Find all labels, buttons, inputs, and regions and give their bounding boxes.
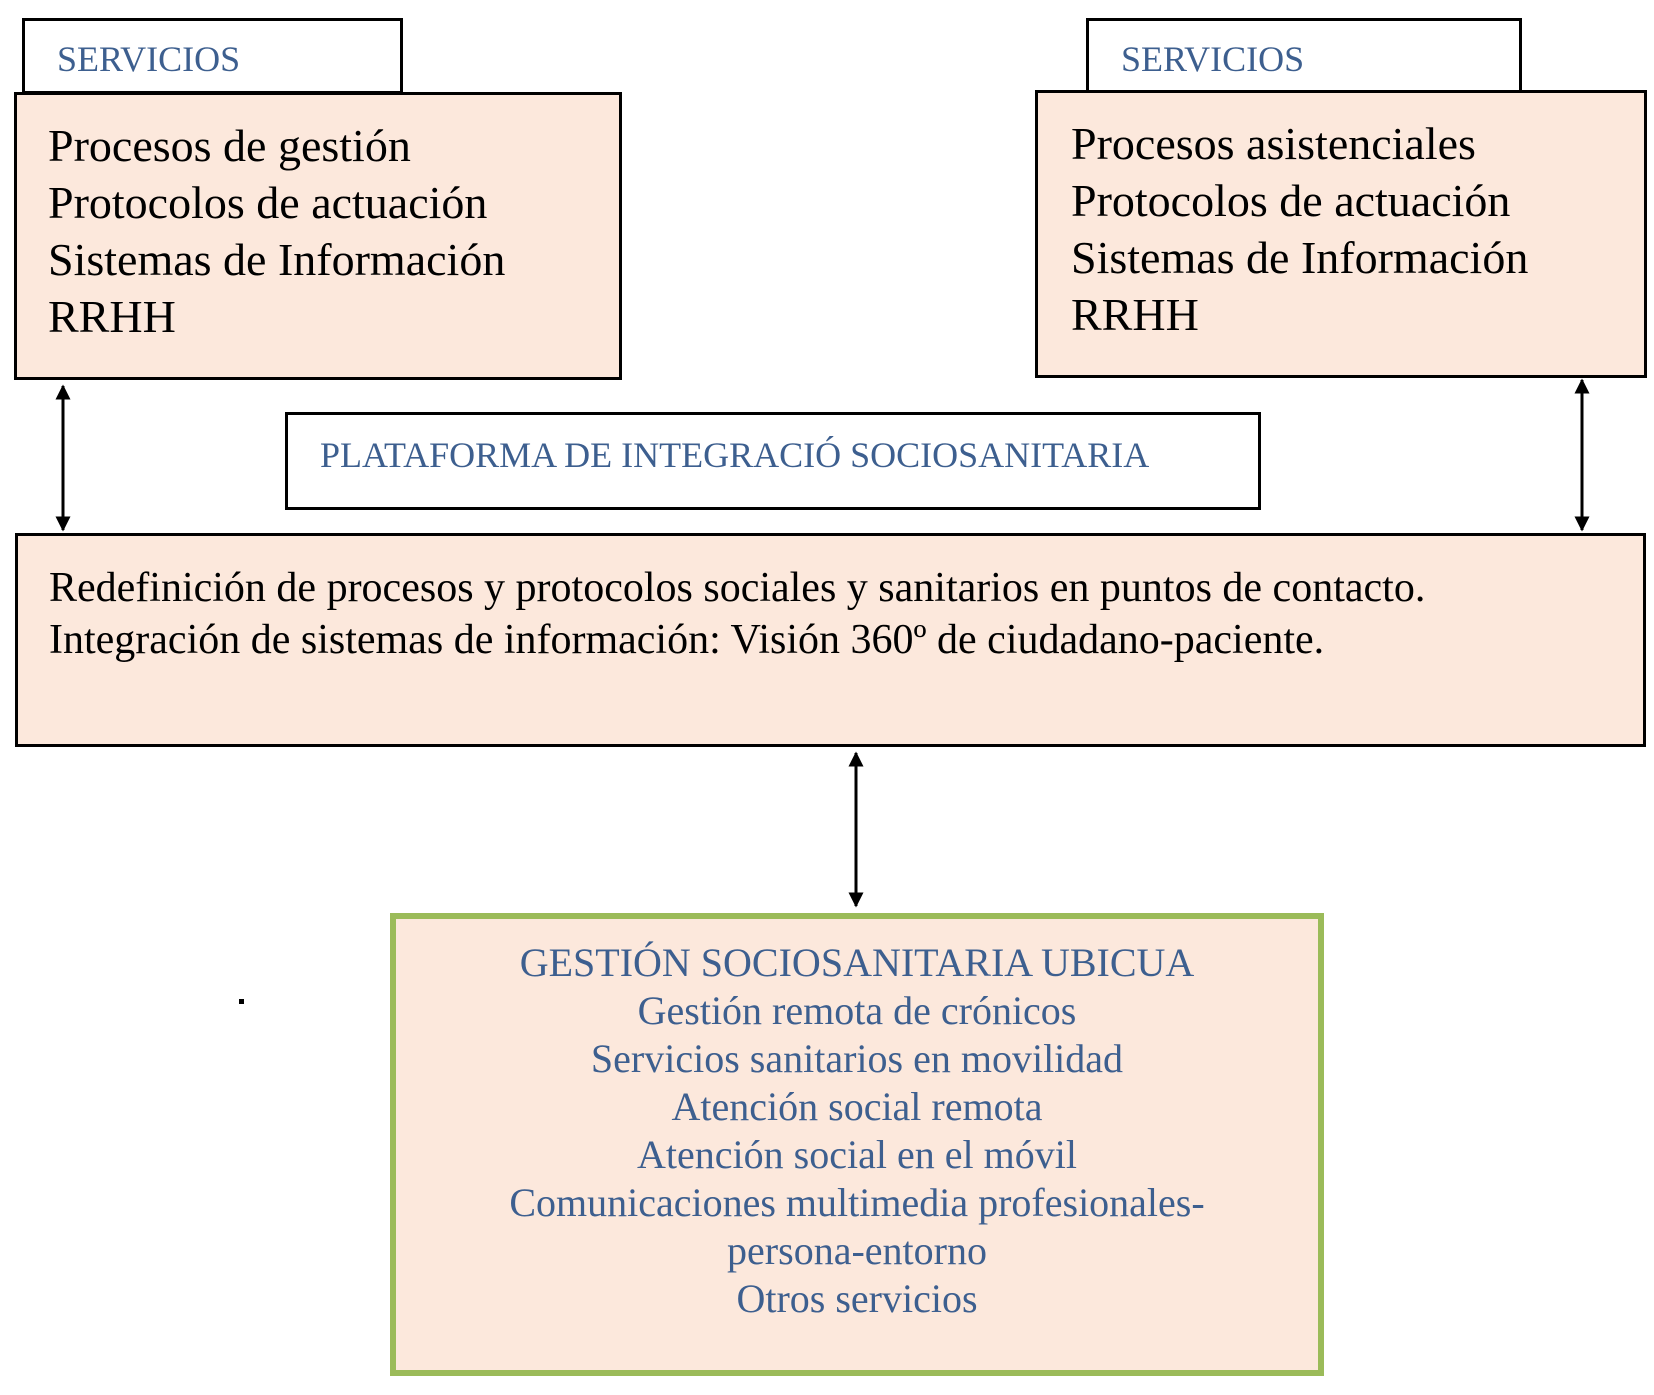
left-services-tab [22, 18, 403, 94]
ubiquitous-management-line: Atención social en el móvil [637, 1132, 1077, 1177]
left-services-line: RRHH [48, 291, 176, 342]
right-services-line: Sistemas de Información [1071, 232, 1529, 283]
ubiquitous-management-line: persona-entorno [727, 1228, 987, 1273]
right-services-tab [1086, 18, 1522, 94]
platform-label: PLATAFORMA DE INTEGRACIÓ SOCIOSANITARIA [320, 435, 1150, 475]
ubiquitous-management-line: Servicios sanitarios en movilidad [590, 1036, 1124, 1081]
stray-dot-mark [239, 999, 244, 1004]
right-services-line: Protocolos de actuación [1071, 175, 1511, 226]
left-services-box [14, 92, 622, 380]
left-services-line: Sistemas de Información [48, 234, 506, 285]
right-services-line: RRHH [1071, 289, 1199, 340]
integration-line: Redefinición de procesos y protocolos sociales y sanitarios en puntos de contacto. [49, 565, 1426, 611]
right-services-box [1035, 90, 1647, 378]
ubiquitous-management-line: Atención social remota [671, 1084, 1043, 1129]
right-services-tab-label: SERVICIOS [1121, 39, 1305, 79]
integration-box [15, 533, 1646, 747]
platform-label-box [285, 412, 1261, 510]
right-services-line: Procesos asistenciales [1071, 118, 1476, 169]
ubiquitous-management-box [390, 913, 1324, 1376]
ubiquitous-management-line: Gestión remota de crónicos [637, 988, 1077, 1033]
integration-line: Integración de sistemas de información: Visión 360º de ciudadano-paciente. [49, 617, 1325, 663]
left-services-line: Protocolos de actuación [48, 177, 488, 228]
ubiquitous-management-line: Otros servicios [736, 1276, 978, 1321]
left-services-line: Procesos de gestión [48, 120, 411, 171]
ubiquitous-management-line: Comunicaciones multimedia profesionales- [509, 1180, 1205, 1225]
ubiquitous-management-title: GESTIÓN SOCIOSANITARIA UBICUA [519, 940, 1195, 985]
left-services-tab-label: SERVICIOS [57, 39, 241, 79]
